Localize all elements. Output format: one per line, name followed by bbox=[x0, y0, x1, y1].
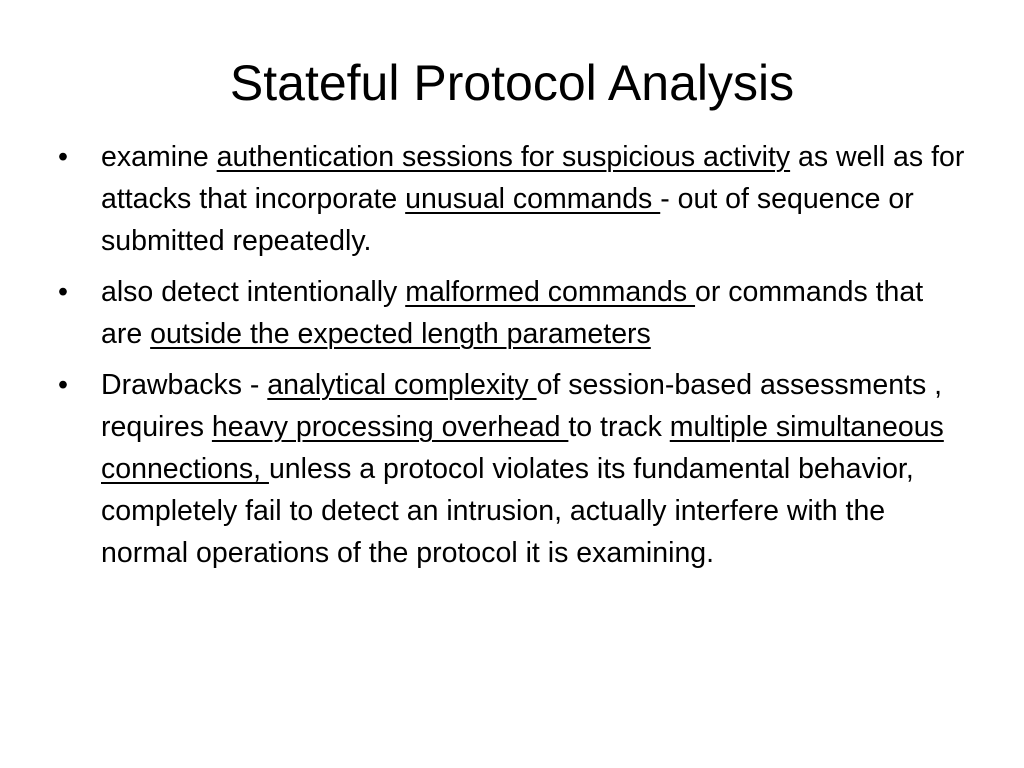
bullet-text-segment: also detect intentionally bbox=[101, 276, 406, 308]
bullet-text-segment: or commands that are bbox=[101, 276, 924, 350]
bullet-text-segment: unless a protocol violates its fundamental behavior, completely fail to detect an intrusion, actually interfere with the normal operations of the protocol it is examining. bbox=[101, 453, 914, 569]
bullet-text-segment: examine bbox=[101, 141, 217, 173]
underlined-phrase: analytical complexity bbox=[267, 369, 537, 401]
underlined-phrase: authentication sessions for suspicious activity bbox=[216, 141, 791, 173]
bullet-item-malformed-commands bbox=[56, 271, 972, 355]
bullet-icon: • bbox=[58, 369, 68, 401]
bullet-item-drawbacks bbox=[56, 364, 972, 574]
bullet-icon: • bbox=[58, 141, 68, 173]
underlined-phrase: heavy processing overhead bbox=[211, 411, 569, 443]
slide-title: Stateful Protocol Analysis bbox=[229, 55, 795, 111]
bullet-text-segment: Drawbacks - bbox=[101, 369, 268, 401]
underlined-phrase: multiple simultaneous connections, bbox=[101, 411, 944, 485]
bullet-text-segment: as well as for attacks that incorporate bbox=[101, 141, 965, 215]
bullet-item-authentication bbox=[56, 136, 972, 262]
bullet-icon: • bbox=[58, 276, 68, 308]
underlined-phrase: outside the expected length parameters bbox=[150, 318, 651, 350]
bullet-text-segment: to track bbox=[568, 411, 670, 443]
bullet-list bbox=[56, 136, 972, 583]
bullet-text-segment: - out of sequence or submitted repeatedly. bbox=[101, 183, 914, 257]
bullet-text-segment: of session-based assessments , requires bbox=[101, 369, 943, 443]
underlined-phrase: malformed commands bbox=[405, 276, 696, 308]
underlined-phrase: unusual commands bbox=[405, 183, 661, 215]
